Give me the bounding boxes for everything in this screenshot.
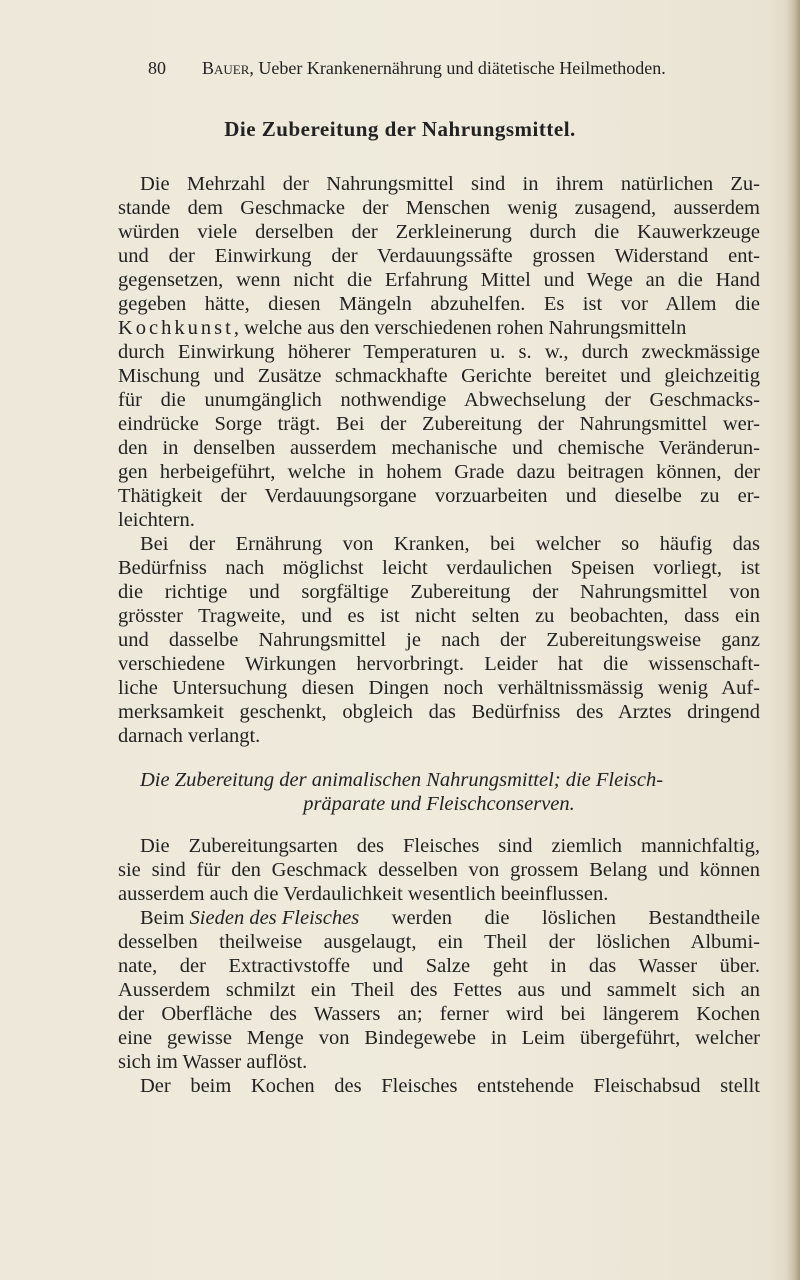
- text-line: Thätigkeit der Verdauungsorgane vorzuarbeiten und dieselbe zu er-: [118, 485, 760, 507]
- text-line: eindrücke Sorge trägt. Bei der Zubereitung der Nahrungsmittel wer-: [118, 413, 760, 435]
- text-line: leichtern.: [118, 509, 195, 531]
- text-line: und der Einwirkung der Verdauungssäfte grossen Widerstand ent-: [118, 245, 760, 267]
- text-line: grösster Tragweite, und es ist nicht selten zu beobachten, dass ein: [118, 605, 760, 627]
- text-line: desselben theilweise ausgelaugt, ein Theil der löslichen Albumi-: [118, 931, 760, 953]
- text-line: der Oberfläche des Wassers an; ferner wird bei längerem Kochen: [118, 1003, 760, 1025]
- text-line: Bedürfniss nach möglichst leicht verdaulichen Speisen vorliegt, ist: [118, 557, 760, 579]
- text-line: liche Untersuchung diesen Dingen noch verhältnissmässig wenig Auf-: [118, 677, 760, 699]
- text-line: und dasselbe Nahrungsmittel je nach der Zubereitungsweise ganz: [118, 629, 760, 651]
- text-line: Bei der Ernährung von Kranken, bei welcher so häufig das: [140, 533, 760, 555]
- text-line: den in denselben ausserdem mechanische und chemische Veränderun-: [118, 437, 760, 459]
- text-line: Mischung und Zusätze schmackhafte Gerichte bereitet und gleichzeitig: [118, 365, 760, 387]
- text-line: Kochkunst, welche aus den verschiedenen rohen Nahrungsmitteln: [118, 317, 687, 339]
- text-line: Ausserdem schmilzt ein Theil des Fettes aus und sammelt sich an: [118, 979, 760, 1001]
- text-line: Der beim Kochen des Fleisches entstehende Fleischabsud stellt: [140, 1075, 760, 1097]
- text-line: ausserdem auch die Verdaulichkeit wesentlich beeinflussen.: [118, 883, 609, 905]
- text-line: sie sind für den Geschmack desselben von grossem Belang und können: [118, 859, 760, 881]
- text-line: darnach verlangt.: [118, 725, 261, 747]
- text-line: gegensetzen, wenn nicht die Erfahrung Mittel und Wege an die Hand: [118, 269, 760, 291]
- text-line: eine gewisse Menge von Bindegewebe in Leim übergeführt, welcher: [118, 1027, 760, 1049]
- text-line: stande dem Geschmacke der Menschen wenig zusagend, ausserdem: [118, 197, 760, 219]
- text-line: durch Einwirkung höherer Temperaturen u. s. w., durch zweckmässige: [118, 341, 760, 363]
- text-line: für die unumgänglich nothwendige Abwechselung der Geschmacks-: [118, 389, 760, 411]
- text-line: Die Mehrzahl der Nahrungsmittel sind in ihrem natürlichen Zu-: [140, 173, 760, 195]
- text-line: die richtige und sorgfältige Zubereitung der Nahrungsmittel von: [118, 581, 760, 603]
- subheading-line: präparate und Fleischconserven.: [303, 793, 575, 815]
- text-line: gegeben hätte, diesen Mängeln abzuhelfen. Es ist vor Allem die: [118, 293, 760, 315]
- section-title: Die Zubereitung der Nahrungsmittel.: [224, 117, 576, 141]
- text-line: Beim Sieden des Fleisches werden die löslichen Bestandtheile: [140, 907, 760, 929]
- text-line: sich im Wasser auflöst.: [118, 1051, 308, 1073]
- header-title: , Ueber Krankenernährung und diätetische Heilmethoden.: [249, 58, 666, 78]
- text-line: Die Zubereitungsarten des Fleisches sind ziemlich mannichfaltig,: [140, 835, 760, 857]
- page-edge-shadow: [786, 0, 800, 1280]
- emphasis-sieden: Sieden des Fleisches: [189, 907, 360, 929]
- header-author: Bauer: [202, 58, 250, 78]
- text-line: würden viele derselben der Zerkleinerung durch die Kauwerkzeuge: [118, 221, 760, 243]
- emphasis-kochkunst: Kochkunst: [118, 317, 234, 339]
- text-line: merksamkeit geschenkt, obgleich das Bedürfniss des Arztes dringend: [118, 701, 760, 723]
- text-line: verschiedene Wirkungen hervorbringt. Leider hat die wissenschaft-: [118, 653, 760, 675]
- text-line: gen herbeigeführt, welche in hohem Grade dazu beitragen können, der: [118, 461, 760, 483]
- subheading-line: Die Zubereitung der animalischen Nahrungsmittel; die Fleisch-: [140, 769, 664, 791]
- page-number: 80: [148, 58, 166, 78]
- text-line: nate, der Extractivstoffe und Salze geht in das Wasser über.: [118, 955, 760, 977]
